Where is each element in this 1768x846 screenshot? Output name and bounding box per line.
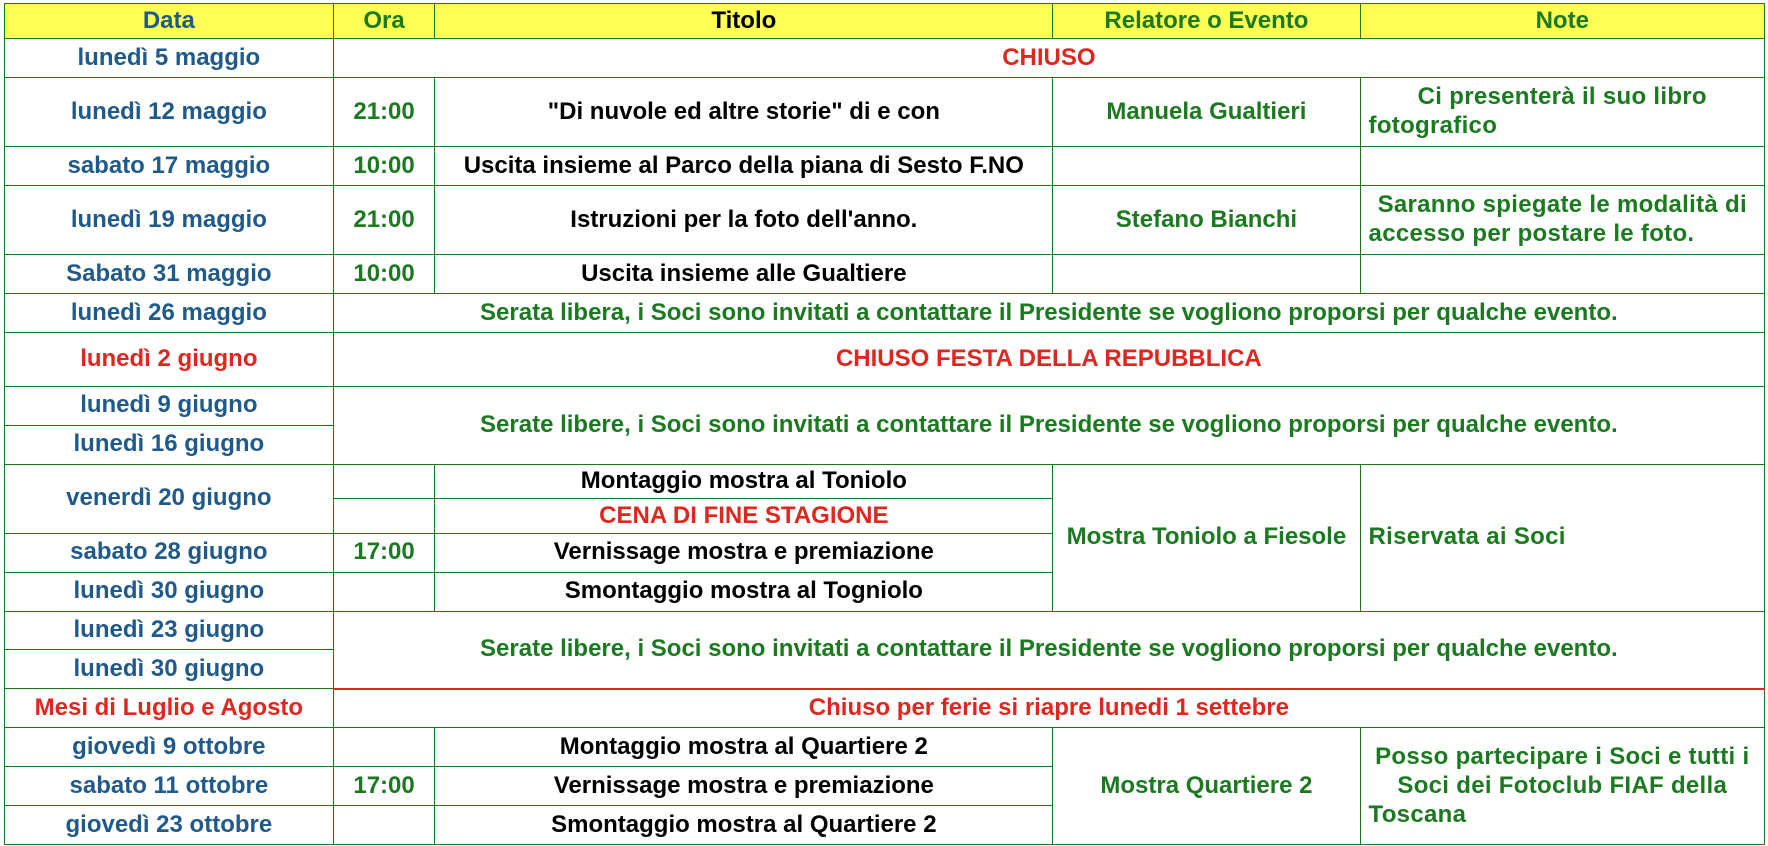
table-row [5,611,1765,650]
date-cell: lunedì 16 giugno [5,425,334,464]
note-cell [1360,147,1764,186]
table-row [5,293,1765,332]
title-cell: Uscita insieme al Parco della piana di Sesto F.NO [435,147,1053,186]
title-cell: Smontaggio mostra al Quartiere 2 [435,806,1053,845]
date-cell: lunedì 26 maggio [5,293,334,332]
title-cell: Istruzioni per la foto dell'anno. [435,185,1053,254]
date-cell: lunedì 30 giugno [5,572,334,611]
table-row [5,185,1765,254]
note-cell: Saranno spiegate le modalità di accesso per postare le foto. [1360,185,1764,254]
time-cell [333,464,435,499]
header-note: Note [1360,4,1764,39]
header-row [5,4,1765,39]
schedule-table [4,3,1765,845]
closed-cell: CHIUSO FESTA DELLA REPUBBLICA [333,332,1764,386]
title-cell: CENA DI FINE STAGIONE [435,499,1053,534]
date-cell: lunedì 2 giugno [5,332,334,386]
time-cell [333,806,435,845]
table-row [5,39,1765,78]
title-cell: Vernissage mostra e premiazione [435,533,1053,572]
time-cell [333,728,435,767]
speaker-cell: Stefano Bianchi [1053,185,1360,254]
header-data: Data [5,4,334,39]
note-cell: Posso partecipare i Soci e tutti i Soci dei Fotoclub FIAF della Toscana [1360,728,1764,845]
date-cell: sabato 17 maggio [5,147,334,186]
time-cell: 21:00 [333,77,435,146]
table-row [5,147,1765,186]
table-row [5,689,1765,728]
title-cell: Vernissage mostra e premiazione [435,767,1053,806]
title-cell: Montaggio mostra al Quartiere 2 [435,728,1053,767]
note-cell: Riservata ai Soci [1360,464,1764,611]
date-cell: lunedì 23 giugno [5,611,334,650]
date-cell: sabato 28 giugno [5,533,334,572]
date-cell: lunedì 19 maggio [5,185,334,254]
date-cell: lunedì 5 maggio [5,39,334,78]
header-titolo: Titolo [435,4,1053,39]
time-cell: 21:00 [333,185,435,254]
table-row [5,386,1765,425]
date-cell: lunedì 30 giugno [5,650,334,689]
time-cell: 10:00 [333,147,435,186]
closed-cell: CHIUSO [333,39,1764,78]
time-cell [333,499,435,534]
table-row [5,77,1765,146]
header-ora: Ora [333,4,435,39]
date-cell: Sabato 31 maggio [5,255,334,294]
date-cell: venerdì 20 giugno [5,464,334,533]
speaker-cell: Manuela Gualtieri [1053,77,1360,146]
note-cell: Ci presenterà il suo libro fotografico [1360,77,1764,146]
holiday-cell: Chiuso per ferie si riapre lunedi 1 settebre [333,689,1764,728]
time-cell [333,572,435,611]
free-evenings-cell: Serate libere, i Soci sono invitati a contattare il Presidente se vogliono proporsi per qualche evento. [333,386,1764,464]
date-cell: giovedì 23 ottobre [5,806,334,845]
speaker-cell: Mostra Quartiere 2 [1053,728,1360,845]
title-cell: "Di nuvole ed altre storie" di e con [435,77,1053,146]
table-row [5,728,1765,767]
title-cell: Smontaggio mostra al Togniolo [435,572,1053,611]
table-row [5,332,1765,386]
date-cell: sabato 11 ottobre [5,767,334,806]
date-cell: giovedì 9 ottobre [5,728,334,767]
time-cell: 17:00 [333,533,435,572]
table-row [5,464,1765,499]
note-cell [1360,255,1764,294]
date-cell: lunedì 9 giugno [5,386,334,425]
table-row [5,255,1765,294]
title-cell: Uscita insieme alle Gualtiere [435,255,1053,294]
date-cell: lunedì 12 maggio [5,77,334,146]
speaker-cell [1053,147,1360,186]
title-cell: Montaggio mostra al Toniolo [435,464,1053,499]
speaker-cell: Mostra Toniolo a Fiesole [1053,464,1360,611]
header-relatore: Relatore o Evento [1053,4,1360,39]
free-evening-cell: Serata libera, i Soci sono invitati a contattare il Presidente se vogliono proporsi per qualche evento. [333,293,1764,332]
date-cell: Mesi di Luglio e Agosto [5,689,334,728]
free-evenings-cell: Serate libere, i Soci sono invitati a contattare il Presidente se vogliono proporsi per qualche evento. [333,611,1764,689]
time-cell: 10:00 [333,255,435,294]
speaker-cell [1053,255,1360,294]
time-cell: 17:00 [333,767,435,806]
